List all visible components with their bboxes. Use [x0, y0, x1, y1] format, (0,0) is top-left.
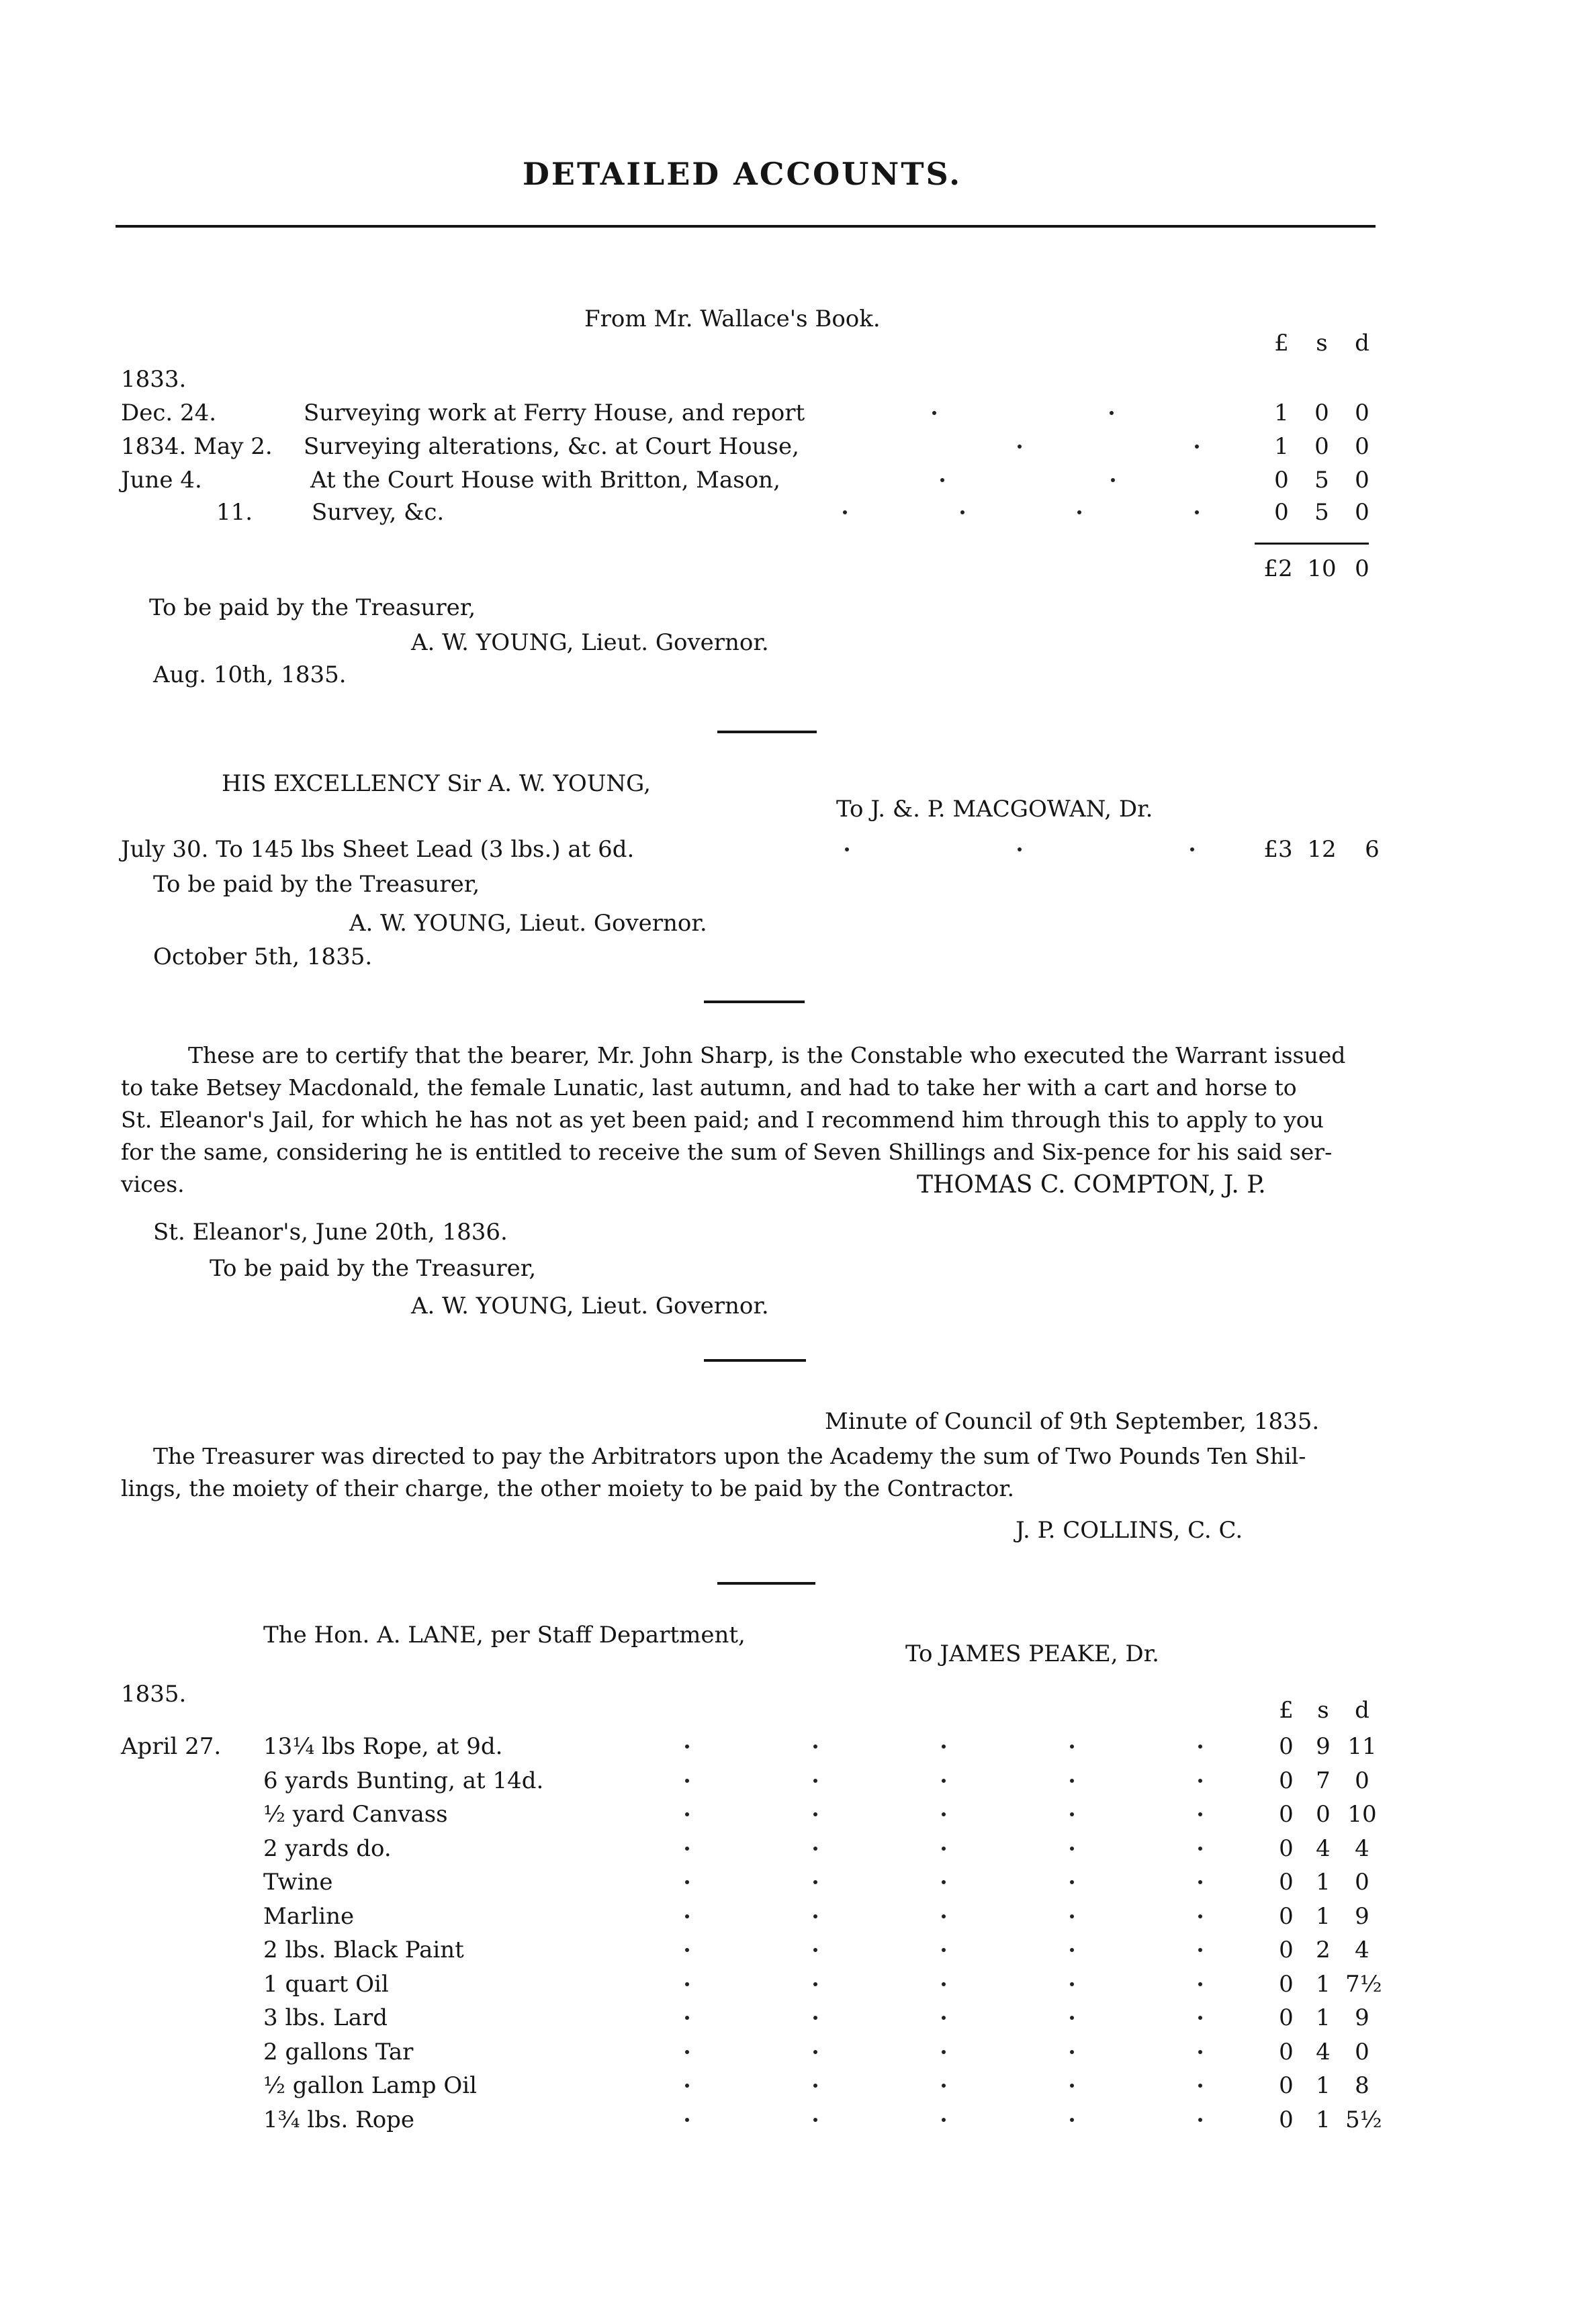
item-description: ½ yard Canvass: [263, 1801, 448, 1828]
amount-shillings: 0: [1314, 433, 1329, 460]
certificate-place-date: St. Eleanor's, June 20th, 1836.: [153, 1219, 508, 1246]
entry-date: June 4.: [121, 467, 202, 494]
amount-shillings: 1: [1316, 2106, 1331, 2133]
dot-leader: [843, 501, 1199, 524]
dot-leader: [940, 469, 1115, 492]
macgowan-signer: A. W. YOUNG, Lieut. Governor.: [349, 910, 707, 937]
amount-pounds: 0: [1279, 1971, 1294, 1998]
amount-shillings: 1: [1316, 1869, 1331, 1896]
certificate-line: for the same, considering he is entitled to receive the sum of Seven Shillings and Six-pence for his said ser-: [121, 1139, 1333, 1165]
dot-leader: [685, 2041, 1202, 2063]
item-description: Twine: [263, 1869, 333, 1896]
amount-shillings: 1: [1316, 1971, 1331, 1998]
item-description: 6 yards Bunting, at 14d.: [263, 1767, 544, 1794]
item-description: 1 quart Oil: [263, 1971, 389, 1998]
amount-pence: 0: [1355, 400, 1369, 426]
dot-leader: [685, 1735, 1202, 1758]
peake-col-pounds: £: [1279, 1697, 1294, 1724]
dot-leader: [685, 2108, 1202, 2131]
entry-date: 11.: [216, 499, 253, 526]
amount-shillings: 0: [1316, 1801, 1331, 1828]
item-description: 3 lbs. Lard: [263, 2004, 388, 2031]
amount-shillings: 0: [1314, 400, 1329, 426]
minute-signer: J. P. COLLINS, C. C.: [1016, 1517, 1243, 1544]
amount-pounds: 0: [1279, 1801, 1294, 1828]
amount-shillings: 4: [1316, 1835, 1331, 1862]
minute-line: lings, the moiety of their charge, the other moiety to be paid by the Contractor.: [121, 1475, 1015, 1501]
amount-pounds: 0: [1279, 1835, 1294, 1862]
item-description: ½ gallon Lamp Oil: [263, 2072, 478, 2099]
wallace-col-shillings: s: [1316, 330, 1328, 357]
section-divider: [704, 1001, 805, 1003]
macgowan-entry: July 30. To 145 lbs Sheet Lead (3 lbs.) at 6d.: [121, 836, 635, 863]
minute-heading: Minute of Council of 9th September, 1835.: [825, 1408, 1320, 1435]
wallace-col-pounds: £: [1274, 330, 1289, 357]
amount-pounds: 0: [1279, 1869, 1294, 1896]
amount-pence: 10: [1347, 1801, 1377, 1828]
amount-shillings: 2: [1316, 1937, 1331, 1963]
section-divider: [717, 1582, 815, 1585]
amount-pounds: 0: [1274, 499, 1289, 526]
amount-pence: 0: [1355, 433, 1369, 460]
wallace-total-pence: 0: [1355, 555, 1369, 582]
dot-leader: [685, 1837, 1202, 1860]
macgowan-paid-by: To be paid by the Treasurer,: [153, 871, 480, 898]
amount-pence: 9: [1355, 1903, 1369, 1930]
peake-debtor: The Hon. A. LANE, per Staff Department,: [263, 1622, 746, 1648]
macgowan-pence: 6: [1365, 836, 1380, 863]
amount-pence: 0: [1355, 467, 1369, 494]
item-description: 13¼ lbs Rope, at 9d.: [263, 1733, 503, 1760]
amount-shillings: 1: [1316, 2072, 1331, 2099]
dot-leader: [685, 1905, 1202, 1928]
certificate-paid-by: To be paid by the Treasurer,: [210, 1255, 537, 1282]
amount-pence: 7½: [1345, 1971, 1382, 1998]
amount-pence: 0: [1355, 499, 1369, 526]
amount-pounds: 0: [1279, 1903, 1294, 1930]
entry-description: Surveying work at Ferry House, and report: [304, 400, 805, 426]
amount-pounds: 1: [1274, 400, 1289, 426]
dot-leader: [685, 1939, 1202, 1961]
peake-creditor: To JAMES PEAKE, Dr.: [905, 1640, 1159, 1667]
minute-line: The Treasurer was directed to pay the Arbitrators upon the Academy the sum of Two Pounds Ten Shil-: [153, 1443, 1306, 1469]
amount-pence: 8: [1355, 2072, 1369, 2099]
amount-pounds: 0: [1279, 1733, 1294, 1760]
dot-leader: [685, 1803, 1202, 1826]
wallace-col-pence: d: [1355, 330, 1369, 357]
dot-leader: [685, 1871, 1202, 1894]
dot-leader: [685, 1769, 1202, 1792]
entry-description: At the Court House with Britton, Mason,: [310, 467, 780, 494]
wallace-heading: From Mr. Wallace's Book.: [584, 306, 881, 332]
peake-col-shillings: s: [1317, 1697, 1329, 1724]
section-divider: [717, 731, 817, 733]
amount-shillings: 7: [1316, 1767, 1331, 1794]
entry-date: Dec. 24.: [121, 400, 217, 426]
certificate-signer: THOMAS C. COMPTON, J. P.: [917, 1171, 1266, 1199]
wallace-paid-by: To be paid by the Treasurer,: [149, 594, 476, 621]
amount-pounds: 0: [1279, 2004, 1294, 2031]
page-title: DETAILED ACCOUNTS.: [523, 156, 962, 192]
amount-pounds: 0: [1279, 2039, 1294, 2065]
item-description: Marline: [263, 1903, 355, 1930]
total-rule: [1255, 543, 1369, 545]
wallace-date: Aug. 10th, 1835.: [153, 661, 347, 688]
amount-shillings: 1: [1316, 2004, 1331, 2031]
section-divider: [704, 1359, 806, 1362]
amount-pence: 0: [1355, 2039, 1369, 2065]
item-description: 1¾ lbs. Rope: [263, 2106, 415, 2133]
title-rule: [116, 225, 1376, 228]
certificate-line: vices.: [121, 1171, 185, 1197]
peake-year: 1835.: [121, 1681, 187, 1708]
amount-pence: 0: [1355, 1869, 1369, 1896]
peake-date: April 27.: [121, 1733, 222, 1760]
item-description: 2 lbs. Black Paint: [263, 1937, 464, 1963]
dot-leader: [685, 2074, 1202, 2097]
entry-date: 1834. May 2.: [121, 433, 273, 460]
macgowan-date: October 5th, 1835.: [153, 943, 373, 970]
amount-pounds: 0: [1279, 1937, 1294, 1963]
amount-pence: 9: [1355, 2004, 1369, 2031]
peake-col-pence: d: [1355, 1697, 1369, 1724]
wallace-signer: A. W. YOUNG, Lieut. Governor.: [411, 629, 769, 656]
certificate-approver: A. W. YOUNG, Lieut. Governor.: [411, 1293, 769, 1319]
amount-pounds: 0: [1279, 2106, 1294, 2133]
amount-pence: 4: [1355, 1835, 1369, 1862]
item-description: 2 gallons Tar: [263, 2039, 414, 2065]
macgowan-debtor: HIS EXCELLENCY Sir A. W. YOUNG,: [222, 770, 651, 797]
amount-pence: 11: [1347, 1733, 1377, 1760]
macgowan-creditor: To J. &. P. MACGOWAN, Dr.: [836, 796, 1153, 823]
macgowan-shillings: 12: [1307, 836, 1337, 863]
certificate-line: to take Betsey Macdonald, the female Lunatic, last autumn, and had to take her with a cart and horse to: [121, 1074, 1297, 1101]
amount-shillings: 5: [1314, 467, 1329, 494]
amount-pence: 0: [1355, 1767, 1369, 1794]
certificate-line: St. Eleanor's Jail, for which he has not as yet been paid; and I recommend him through this to apply to you: [121, 1107, 1324, 1133]
amount-shillings: 5: [1314, 499, 1329, 526]
amount-pounds: 0: [1274, 467, 1289, 494]
amount-shillings: 1: [1316, 1903, 1331, 1930]
amount-shillings: 9: [1316, 1733, 1331, 1760]
dot-leader: [1018, 435, 1199, 458]
amount-pounds: 0: [1279, 1767, 1294, 1794]
wallace-year: 1833.: [121, 366, 187, 393]
entry-description: Survey, &c.: [312, 499, 445, 526]
certificate-line: These are to certify that the bearer, Mr. John Sharp, is the Constable who executed the Warrant issued: [188, 1042, 1346, 1068]
wallace-total-shillings: 10: [1307, 555, 1337, 582]
macgowan-pounds: £3: [1263, 836, 1293, 863]
dot-leader: [845, 838, 1194, 861]
item-description: 2 yards do.: [263, 1835, 392, 1862]
amount-pounds: 1: [1274, 433, 1289, 460]
amount-pence: 5½: [1345, 2106, 1382, 2133]
entry-description: Surveying alterations, &c. at Court House,: [304, 433, 799, 460]
dot-leader: [685, 1973, 1202, 1996]
amount-pounds: 0: [1279, 2072, 1294, 2099]
dot-leader: [932, 402, 1114, 424]
dot-leader: [685, 2006, 1202, 2029]
amount-shillings: 4: [1316, 2039, 1331, 2065]
wallace-total-pounds: £2: [1263, 555, 1293, 582]
amount-pence: 4: [1355, 1937, 1369, 1963]
